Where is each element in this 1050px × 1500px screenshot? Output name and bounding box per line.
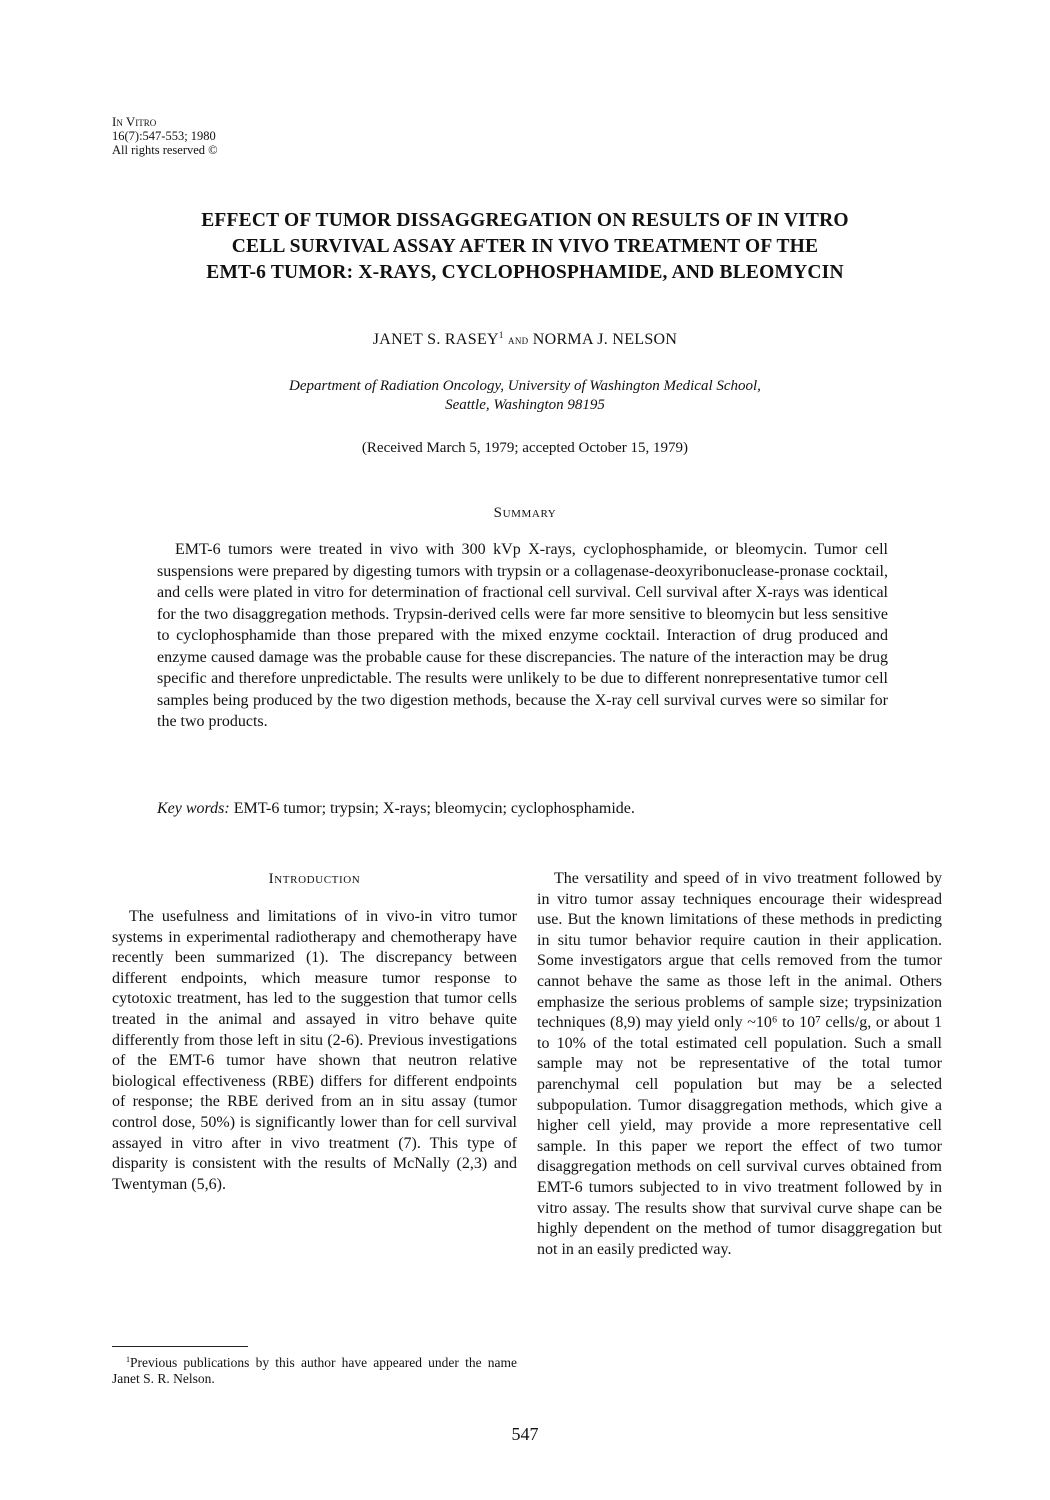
keywords-label: Key words: (157, 800, 230, 817)
journal-name: In Vitro (112, 114, 157, 129)
page-number: 547 (511, 1424, 539, 1444)
keywords-list: EMT-6 tumor; trypsin; X-rays; bleomycin; cyclophosphamide. (233, 800, 635, 817)
footnote-mark: 1 (126, 1355, 130, 1364)
affiliation-line-2: Seattle, Washington 98195 (445, 397, 605, 413)
received-dates: (Received March 5, 1979; accepted October 15, 1979) (361, 440, 689, 456)
title-line-3: EMT-6 TUMOR: X-RAYS, CYCLOPHOSPHAMIDE, AND BLEOMYCIN (206, 262, 844, 283)
author-first-footnote-mark: 1 (498, 330, 504, 340)
affiliation-line-1: Department of Radiation Oncology, University of Washington Medical School, (289, 378, 761, 394)
affiliation (200, 377, 850, 415)
footnote-divider (112, 1346, 248, 1347)
footnote-text: Previous publications by this author have appeared under the name Janet S. R. Nelson. (112, 1355, 517, 1386)
title-line-2: CELL SURVIVAL ASSAY AFTER IN VIVO TREATMENT OF THE (231, 236, 819, 257)
introduction-heading: Introduction (268, 871, 361, 887)
author-second: NORMA J. NELSON (532, 331, 678, 348)
summary-text: EMT-6 tumors were treated in vivo with 300 kVp X-rays, cyclophosphamide, or bleomycin. Tumor cell suspensions were prepared by digesting tumors with trypsin or a collagenase-deoxyribonuclease-pronase cocktail, and cells were plated in vitro for determination of fractional cell survival. Cell survival after X-rays was identical for the two disaggregation methods. Trypsin-derived cells were far more sensitive to bleomycin but less sensitive to cyclophosphamide than those prepared with the mixed enzyme cocktail. Interaction of drug produced and enzyme caused damage was the probable cause for these discrepancies. The nature of the interaction may be drug specific and therefore unpredictable. The results were unlikely to be due to different nonrepresentative tumor cell samples being produced by the two digestion methods, because the X-ray cell survival curves were so similar for the two products. (157, 541, 888, 730)
title-line-1: EFFECT OF TUMOR DISSAGGREGATION ON RESULTS OF IN VITRO (201, 210, 849, 231)
introduction-left-column: The usefulness and limitations of in vivo-in vitro tumor systems in experimental radiotherapy and chemotherapy have recently been summarized (1). The discrepancy between different endpoints, which measure tumor response to cytotoxic treatment, has led to the suggestion that tumor cells treated in the animal and assayed in vitro behave quite differently from those left in situ (2-6). Previous investigations of the EMT-6 tumor have shown that neutron relative biological effectiveness (RBE) differs for different endpoints of response; the RBE derived from an in situ assay (tumor control dose, 50%) is significantly lower than for cell survival assayed in vitro after in vivo treatment (7). This type of disparity is consistent with the results of McNally (2,3) and Twentyman (5,6). (112, 908, 517, 1193)
journal-citation: 16(7):547-553; 1980 (112, 129, 216, 143)
footnote (112, 1352, 517, 1387)
author-list (0, 330, 1050, 349)
journal-rights: All rights reserved © (112, 143, 218, 157)
article-title (120, 208, 930, 286)
introduction-right-column: The versatility and speed of in vivo treatment followed by in vitro tumor assay techniques encourage their widespread use. But the known limitations of these methods in predicting in situ tumor behavior require caution in their application. Some investigators argue that cells removed from the tumor cannot behave the same as those left in the animal. Others emphasize the serious problems of sample size; trypsinization techniques (8,9) may yield only ~10⁶ to 10⁷ cells/g, or about 1 to 10% of the total estimated cell population. Such a small sample may not be representative of the total tumor parenchymal cell population but may be a selected subpopulation. Tumor disaggregation methods, which give a higher cell yield, may provide a more representative cell sample. In this paper we report the effect of two tumor disaggregation methods on cell survival curves obtained from EMT-6 tumors subjected to in vivo treatment followed by in vitro assay. The results show that survival curve shape can be highly dependent on the method of tumor disaggregation but not in an easily predicted way. (537, 870, 942, 1258)
author-conjunction: and (508, 332, 529, 347)
summary-heading: Summary (493, 505, 557, 521)
keywords (157, 800, 888, 818)
journal-header (112, 115, 218, 157)
author-first: JANET S. RASEY (372, 331, 499, 348)
